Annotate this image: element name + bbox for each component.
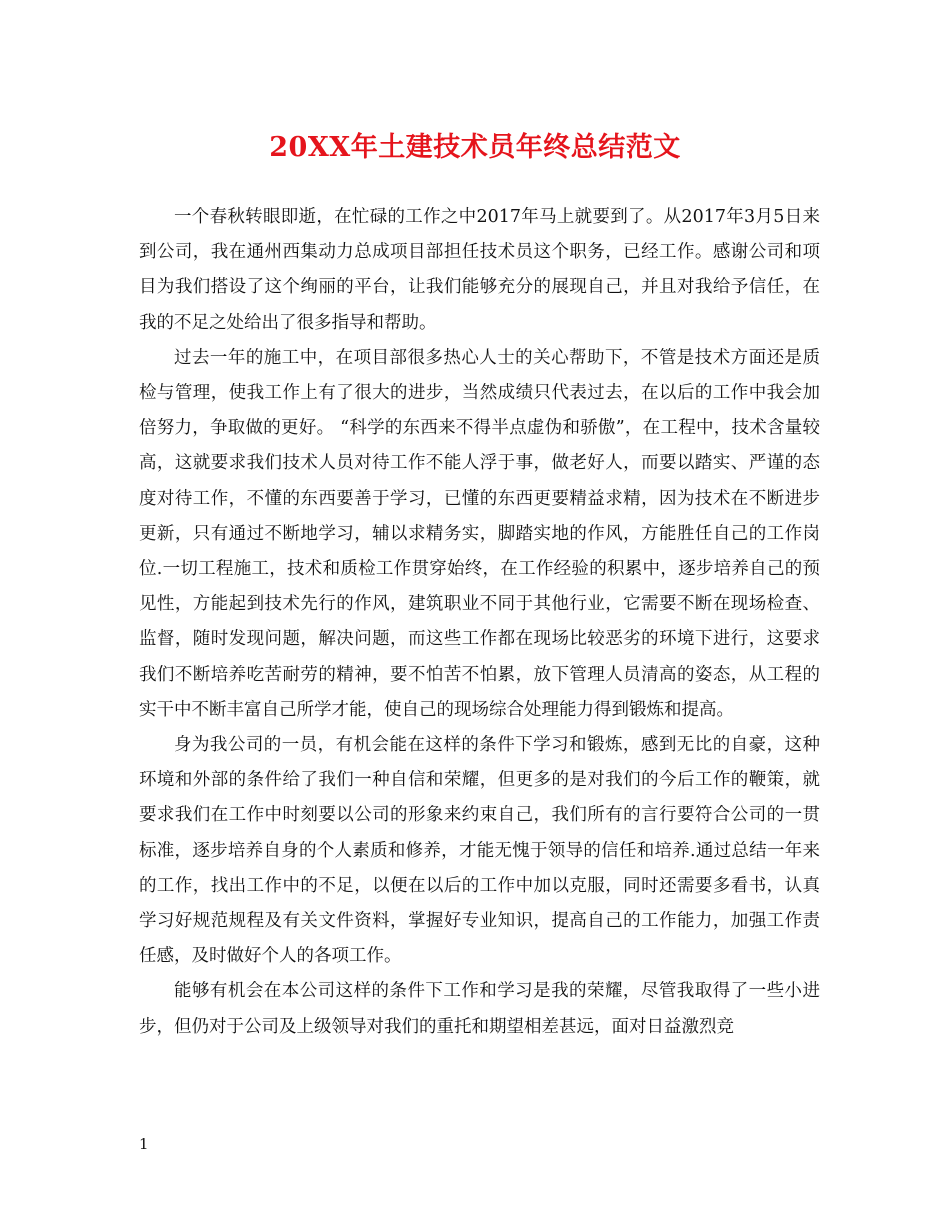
document-body: [139, 200, 820, 1045]
page-number: 1: [139, 1135, 149, 1153]
paragraph-3: 身为我公司的一员，有机会能在这样的条件下学习和锻炼，感到无比的自豪，这种环境和外部的条件给了我们一种自信和荣耀，但更多的是对我们的今后工作的鞭策，就要求我们在工作中时刻要以公司的形象来约束自己，我们所有的言行要符合公司的一贯标准，逐步培养自身的个人素质和修养，才能无愧于领导的信任和培养.通过总结一年来的工作，找出工作中的不足，以便在以后的工作中加以克服，同时还需要多看书，认真学习好规范规程及有关文件资料，掌握好专业知识，提高自己的工作能力，加强工作责任感，及时做好个人的各项工作。: [139, 735, 820, 967]
paragraph-1: 一个春秋转眼即逝，在忙碌的工作之中2017年马上就要到了。从2017年3月5日来到公司，我在通州西集动力总成项目部担任技术员这个职务，已经工作。感谢公司和项目为我们搭设了这个绚丽的平台，让我们能够充分的展现自己，并且对我给予信任，在我的不足之处给出了很多指导和帮助。: [139, 207, 820, 333]
paragraph-2: 过去一年的施工中，在项目部很多热心人士的关心帮助下，不管是技术方面还是质检与管理，使我工作上有了很大的进步，当然成绩只代表过去，在以后的工作中我会加倍努力，争取做的更好。 “科学的东西来不得半点虚伪和骄傲”，在工程中，技术含量较高，这就要求我们技术人员对待工作不能人浮于事，做老好人，而要以踏实、严谨的态度对待工作，不懂的东西要善于学习，已懂的东西更要精益求精，因为技术在不断进步更新，只有通过不断地学习，辅以求精务实，脚踏实地的作风，方能胜任自己的工作岗位.一切工程施工，技术和质检工作贯穿始终，在工作经验的积累中，逐步培养自己的预见性，方能起到技术先行的作风，建筑职业不同于其他行业，它需要不断在现场检查、监督，随时发现问题，解决问题，而这些工作都在现场比较恶劣的环境下进行，这要求我们不断培养吃苦耐劳的精神，要不怕苦不怕累，放下管理人员清高的姿态，从工程的实干中不断丰富自己所学才能，使自己的现场综合处理能力得到锻炼和提高。: [139, 347, 820, 720]
paragraph-4: 能够有机会在本公司这样的条件下工作和学习是我的荣耀，尽管我取得了一些小进步，但仍对于公司及上级领导对我们的重托和期望相差甚远，面对日益激烈竞: [139, 981, 820, 1037]
document-title: 20XX年土建技术员年终总结范文: [269, 132, 681, 163]
